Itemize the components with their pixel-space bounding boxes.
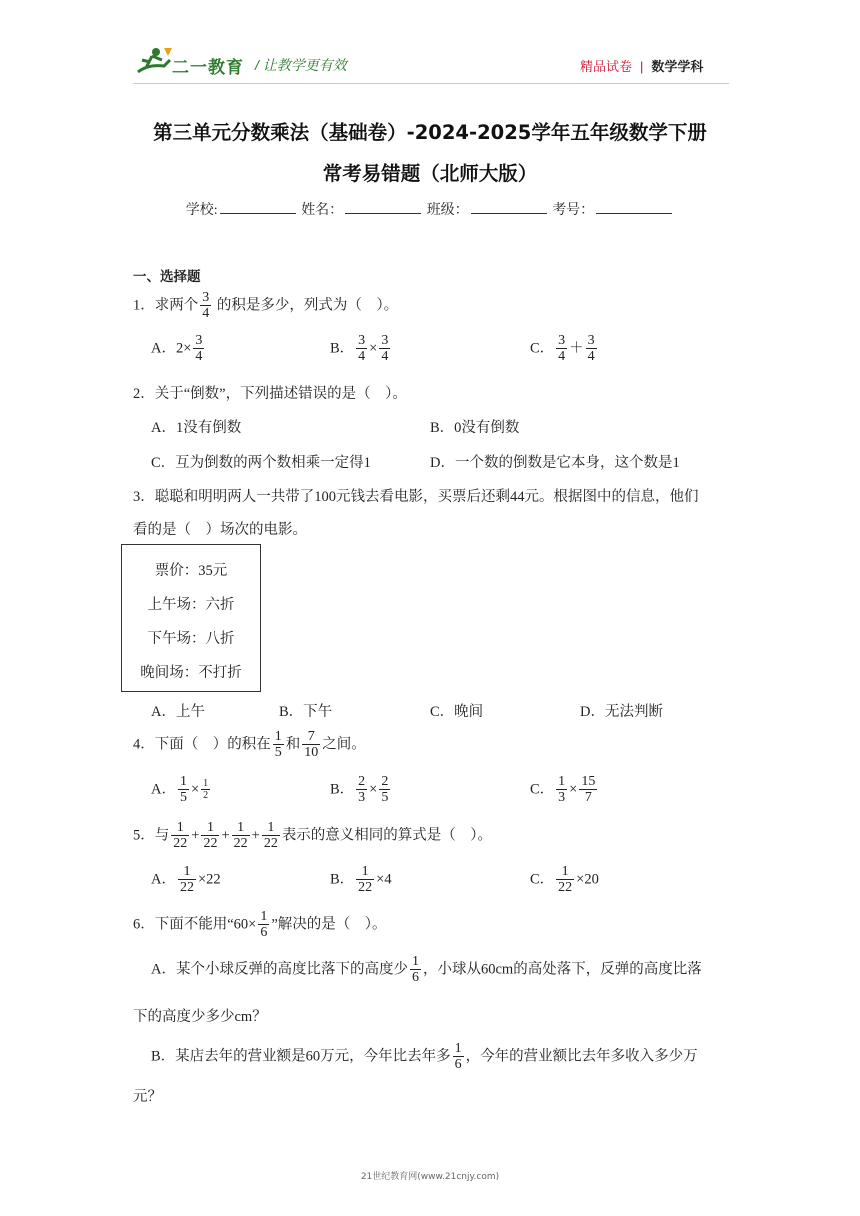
afternoon-discount-line: 下午场：八折: [147, 631, 235, 647]
morning-discount-line: 上午场：六折: [147, 597, 235, 613]
question-6-option-b-line2: 元？: [133, 1089, 162, 1105]
question-4-stem: 4．下面（ ）的积在 $\frac{1}{5}$ 和 $\frac{7}{10}$ 之间。: [133, 729, 366, 760]
brand-slogan: / 让教学更有效: [255, 57, 347, 73]
question-2-option-b[interactable]: B．0没有倒数: [430, 420, 520, 436]
question-1-option-a[interactable]: A．2× $\frac{3}{4}$: [151, 333, 203, 364]
class-label: 班级：: [426, 203, 469, 218]
name-label: 姓名：: [301, 203, 344, 218]
exam-no-blank[interactable]: [596, 201, 672, 214]
question-3-option-b[interactable]: B．下午: [279, 704, 333, 720]
question-5-option-c[interactable]: C． $\frac{1}{22}$ ×20: [530, 864, 599, 895]
section-heading: 一、选择题: [133, 269, 201, 285]
question-3-option-d[interactable]: D．无法判断: [580, 704, 663, 720]
question-1-option-b[interactable]: B． $\frac{3}{4}$ × $\frac{3}{4}$: [330, 333, 389, 364]
question-3-option-a[interactable]: A．上午: [151, 704, 205, 720]
question-5-option-a[interactable]: A． $\frac{1}{22}$ ×22: [151, 864, 221, 895]
class-blank[interactable]: [471, 201, 547, 214]
question-2-stem: 2．关于“倒数”，下列描述错误的是（ ）。: [133, 386, 407, 402]
question-6-option-b-line1[interactable]: B．某店去年的营业额是60万元，今年比去年多 $\frac{1}{6}$ ，今年的营业额比去年多收入多少万: [151, 1041, 698, 1072]
school-blank[interactable]: [220, 201, 296, 214]
header-tag-subject: 数学学科: [651, 59, 704, 74]
question-3-option-c[interactable]: C．晚间: [430, 704, 484, 720]
student-info-row: [0, 199, 860, 219]
name-blank[interactable]: [345, 201, 421, 214]
question-3-stem-line1: 3．聪聪和明明两人一共带了100元钱去看电影，买票后还剩44元。根据图中的信息，他们: [133, 489, 699, 505]
question-4-option-a[interactable]: A． $\frac{1}{5}$ × $\frac{1}{2}$: [151, 774, 209, 805]
footer-source: 21世纪教育网(www.21cnjy.com): [360, 1172, 500, 1182]
header-divider: |: [640, 59, 644, 74]
header-rule: [133, 83, 729, 84]
question-3-stem-line2: 看的是（ ）场次的电影。: [133, 522, 307, 538]
question-2-option-a[interactable]: A．1没有倒数: [151, 420, 242, 436]
brand-logo-icon: [134, 46, 174, 85]
ticket-price-line: 票价：35元: [154, 563, 228, 579]
exam-no-label: 考号：: [552, 203, 595, 218]
question-2-option-d[interactable]: D．一个数的倒数是它本身，这个数是1: [430, 455, 680, 471]
header-tag-quality: 精品试卷: [580, 59, 633, 74]
question-6-option-a-line2: 下的高度少多少cm？: [133, 1009, 267, 1025]
page-title-line1: 第三单元分数乘法（基础卷）-2024-2025学年五年级数学下册: [153, 121, 707, 144]
header-tags: [580, 56, 703, 75]
question-6-option-a-line1[interactable]: A．某个小球反弹的高度比落下的高度少 $\frac{1}{6}$ ，小球从60cm的高处落下，反弹的高度比落: [151, 954, 702, 985]
question-6-stem: 6．下面不能用“60× $\frac{1}{6}$ ”解决的是（ ）。: [133, 909, 387, 940]
brand-name: 二一教育: [172, 58, 244, 77]
question-1-stem: 1．求两个 $\frac{3}{4}$ 的积是多少，列式为（ ）。: [133, 290, 399, 321]
question-4-option-c[interactable]: C． $\frac{1}{3}$ × $\frac{15}{7}$: [530, 774, 596, 805]
question-2-option-c[interactable]: C．互为倒数的两个数相乘一定得1: [151, 455, 371, 471]
evening-discount-line: 晚间场：不打折: [140, 665, 242, 681]
school-label: 学校:: [185, 203, 218, 218]
question-4-option-b[interactable]: B． $\frac{2}{3}$ × $\frac{2}{5}$: [330, 774, 389, 805]
ticket-price-box: [121, 544, 261, 692]
question-5-option-b[interactable]: B． $\frac{1}{22}$ ×4: [330, 864, 392, 895]
question-1-option-c[interactable]: C． $\frac{3}{4}$ ＋ $\frac{3}{4}$: [530, 333, 595, 364]
question-5-stem: 5．与 $\frac{1}{22}$ + $\frac{1}{22}$ + $\frac{1}{22}$ + $\frac{1}{22}$ 表示的意义相同的算式是（ ）。: [133, 820, 493, 851]
page-title-line2: 常考易错题（北师大版）: [322, 162, 538, 185]
